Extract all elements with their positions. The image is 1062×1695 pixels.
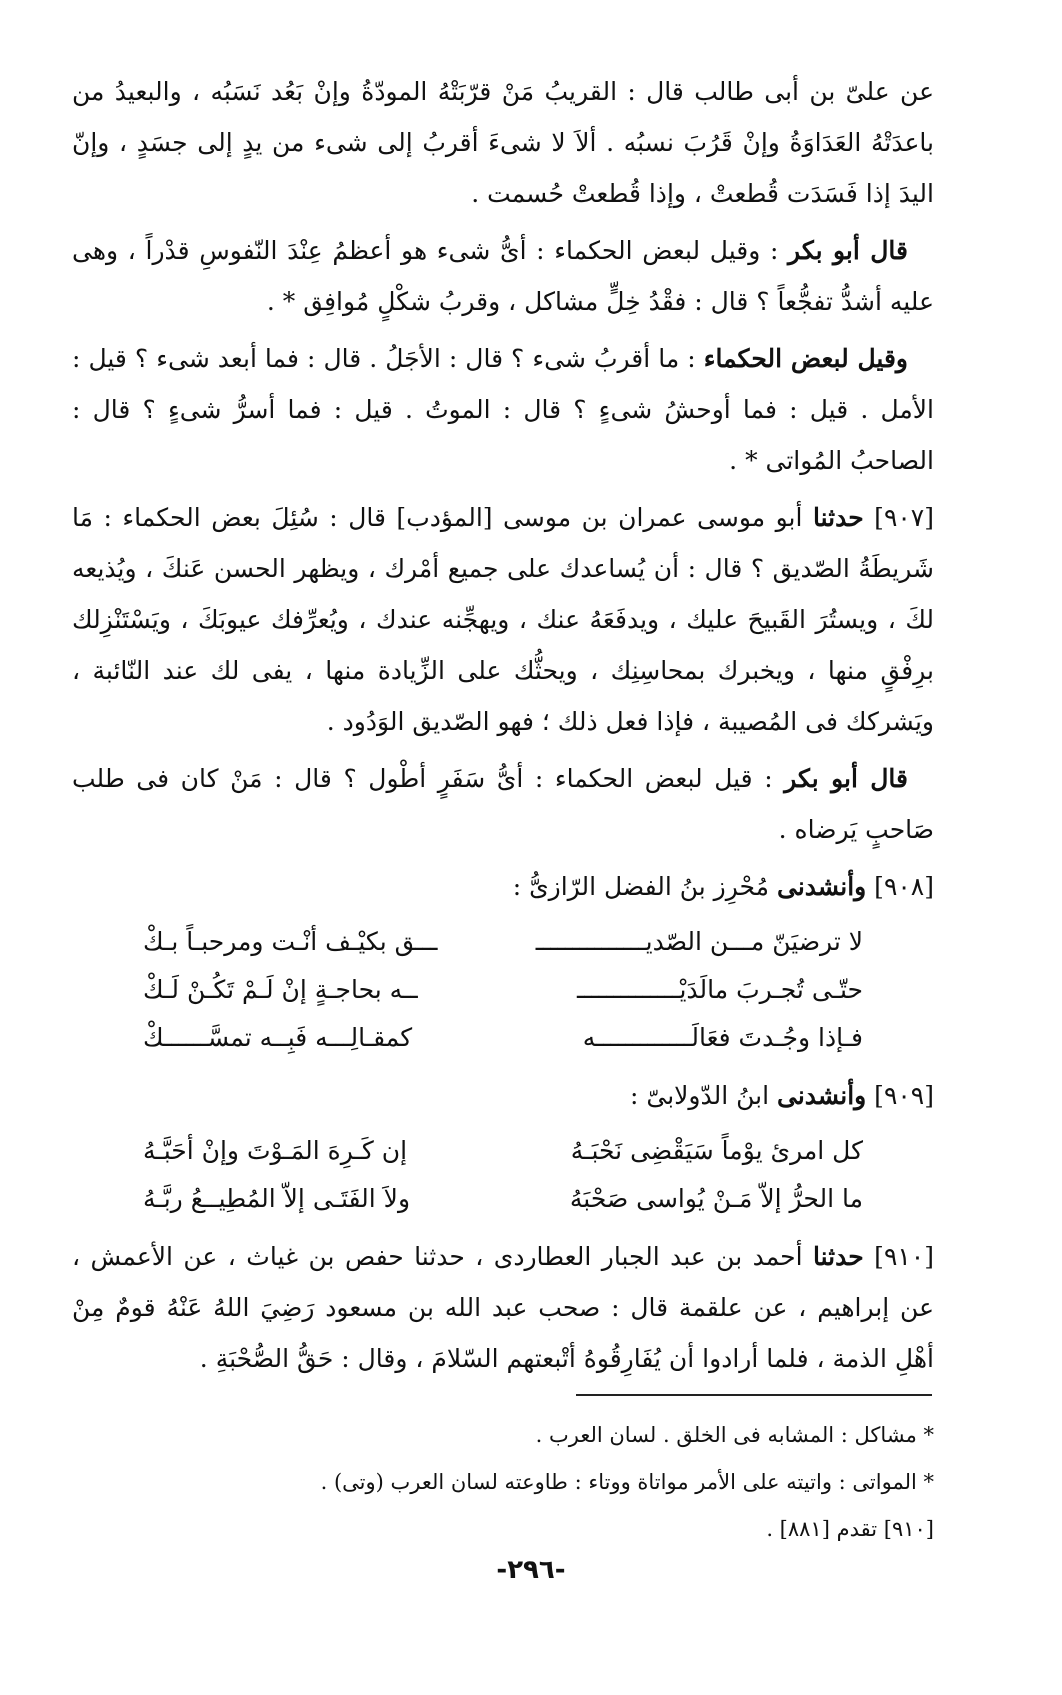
paragraph-2 [72, 225, 934, 327]
paragraph-text: : ما أقربُ شىء ؟ قال : الأجَلُ . قال : فما أبعد شىء ؟ قيل : الأمل . قيل : فما أوحشُ شىءٍ ؟ قال : الموتُ . قيل : فما أسرُّ شىءٍ ؟ قال : الصاحبُ المُواتى * . [72, 344, 934, 475]
footnote: * مشاكل : المشابه فى الخلق . لسان العرب . [535, 1423, 934, 1447]
verse-line [143, 918, 863, 966]
entry-lead: حدثنا [812, 503, 864, 532]
speaker-lead: قال أبو بكر [788, 236, 908, 265]
entry-lead: وأنشدنى [777, 872, 867, 901]
speaker-lead: وقيل لبعض الحكماء [703, 344, 908, 373]
paragraph-text: أحمد بن عبد الجبار العطاردى ، حدثنا حفص بن غياث ، عن الأعمش ، عن إبراهيم ، عن علقمة قال : صحب عبد الله بن مسعود رَضِيَ اللهُ عَنْهُ قومٌ مِنْ أهْلِ الذمة ، فلما أرادوا أن يُفَارِقُوهُ أتْبعتهم السّلامَ ، وقال : حَقُّ الصُّحْبَةِ . [72, 1242, 934, 1373]
poem-909 [143, 1127, 863, 1223]
verse-second-hemistich: ولاَ الفَتَـى إلاّ المُطِيــعُ ربَّـهُ [143, 1184, 411, 1213]
entry-number: [٩٠٩] [874, 1081, 934, 1110]
verse-line [143, 1127, 863, 1175]
page-number: -٢٩٦- [496, 1555, 566, 1585]
paragraph-3 [72, 333, 934, 486]
verse-first-hemistich: كل امرئ يوْماً سَيَقْضِى نَحْبَـهُ [570, 1136, 863, 1165]
verse-second-hemistich: ـــق بكيْـف أنْـت ومرحبـاً بـكْ [143, 927, 438, 956]
entry-907 [72, 492, 934, 747]
paragraph-text: : وقيل لبعض الحكماء : أىُّ شىء هو أعظمُ عِنْدَ النّفوسِ قدْراً ، وهى عليه أشدُّ تفجُّعاً ؟ قال : فقْدُ خِلٍّ مشاكل ، وقربُ شكْلٍ مُوافِق * . [72, 236, 934, 316]
entry-910 [72, 1231, 934, 1384]
speaker-lead: قال أبو بكر [784, 764, 908, 793]
paragraph-text: مُحْرِز بنُ الفضل الرّازىُّ : [512, 872, 778, 901]
paragraph-1 [72, 66, 934, 219]
verse-line [143, 1175, 863, 1223]
verse-first-hemistich: فـإذا وجُـدتَ فعَالَـــــــــــــه [582, 1023, 863, 1052]
entry-number: [٩٠٨] [874, 872, 934, 901]
entry-number: [٩٠٧] [874, 503, 934, 532]
footnote: [٩١٠] تقدم [٨٨١] . [766, 1517, 934, 1541]
paragraph-text: أبو موسى عمران بن موسى [المؤدب] قال : سُئِلَ بعض الحكماء : مَا شَريطَةُ الصّديق ؟ قال : أن يُساعدك على جميع أمْرك ، ويظهر الحسن عَنكَ ، ويُذيعه لكَ ، ويستُرَ القَبيحَ عليك ، ويدفَعَهُ عنك ، ويهجِّنه عندك ، ويُعرِّفك عيوبَكَ ، ويَسْتَنْزِلك برِفْقٍ منها ، ويخبرك بمحاسِنِك ، ويحثُّك على الزِّيادة منها ، يفى لك عند النّائبة ، ويَشركك فى المُصيبة ، فإذا فعل ذلك ؛ فهو الصّديق الوَدُود . [72, 503, 934, 736]
verse-line [143, 1014, 863, 1062]
footnote: * المواتى : واتيته على الأمر مواتاة ووتاء : طاوعته لسان العرب (وتى) . [320, 1470, 934, 1494]
entry-lead: حدثنا [813, 1242, 864, 1271]
paragraph-5 [72, 753, 934, 855]
paragraph-text: عن علىّ بن أبى طالب قال : القريبُ مَنْ قرّبَتْهُ المودّةُ وإنْ بَعُد نَسَبُه ، والبعيدُ من باعدَتْهُ العَدَاوَةُ وإنْ قَرُبَ نسبُه . ألاَ لا شىءَ أقربُ إلى شىء من يدٍ إلى جسَدٍ ، وإنّ اليدَ إذا فَسَدَت قُطعتْ ، وإذا قُطعتْ حُسمت . [72, 77, 934, 208]
verse-first-hemistich: حتّـى تُجـربَ مالَدَيْــــــــــــــ [576, 975, 863, 1004]
entry-909 [72, 1070, 934, 1121]
verse-line [143, 966, 863, 1014]
paragraph-text: ابنُ الدّولابىّ : [630, 1081, 778, 1110]
verse-first-hemistich: لا ترضيَنّ مـــن الصّديـــــــــــــــ [535, 927, 863, 956]
verse-second-hemistich: إن كَـرِهَ المَـوْتَ وإنْ أحَبَّـهُ [143, 1136, 408, 1165]
entry-number: [٩١٠] [874, 1242, 934, 1271]
entry-908 [72, 861, 934, 912]
footnote-divider [576, 1394, 932, 1396]
verse-second-hemistich: ــه بحاجـةٍ إنْ لَـمْ تَكُـنْ لَـكْ [143, 975, 418, 1004]
verse-first-hemistich: ما الحرُّ إلاّ مَـنْ يُواسى صَحْبَهُ [569, 1184, 863, 1213]
verse-second-hemistich: كمقـالِـــه فَبِــه تمسَّــــــكْ [143, 1023, 413, 1052]
poem-908 [143, 918, 863, 1062]
entry-lead: وأنشدنى [777, 1081, 867, 1110]
footnotes [114, 1412, 934, 1553]
paragraph-text: : قيل لبعض الحكماء : أىُّ سَفَرٍ أطْول ؟ قال : مَنْ كان فى طلب صَاحبٍ يَرضاه . [72, 764, 934, 844]
page-body [72, 66, 934, 1390]
